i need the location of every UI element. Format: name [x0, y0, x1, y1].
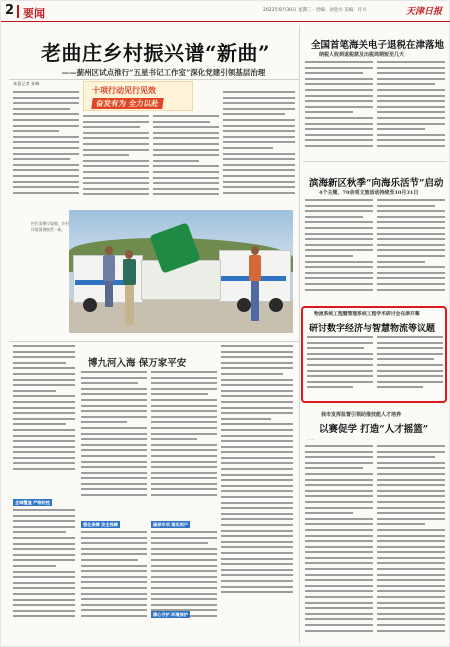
page-header — [1, 1, 450, 21]
photo-caption: 村民清理垃圾桶，乡村环境面貌焕然一新。 — [31, 221, 69, 232]
story4-kicker: 我市发挥监督引领助推技能人才培养 — [321, 412, 402, 418]
mid-text-col2 — [151, 371, 217, 519]
highlight-text-col2 — [377, 336, 443, 398]
lead-text-col3 — [153, 115, 219, 203]
photo-ground — [69, 300, 293, 333]
banner-line2: 奋发有为 全力以赴 — [91, 98, 163, 109]
lead-subhead: ——蓟州区试点推行“五星书记工作室”深化党建引领基层治理 — [61, 68, 266, 77]
truck-wheel — [269, 298, 283, 312]
page-meta: 2023年8月30日 星期三 · 责编：刘金川 美编：许方 — [263, 8, 367, 13]
story4-text-col1 — [305, 445, 373, 639]
left-text-col1 — [13, 345, 75, 495]
lower-rule — [9, 341, 299, 342]
lead-text-col2 — [83, 115, 149, 203]
column-divider — [299, 25, 300, 643]
highlight-kicker: 物流系统工程暨管理系统工程学术研讨会在津开幕 — [314, 311, 420, 317]
lead-rule — [9, 79, 299, 80]
highlight-text-col1 — [307, 336, 373, 398]
header-rule — [1, 21, 450, 22]
story2-subtitle: 4个主题、70余项文旅活动持续至10月31日 — [319, 190, 419, 196]
mid-text-col3 — [221, 345, 293, 607]
lead-headline[interactable]: 老曲庄乡村振兴谱“新曲” — [40, 41, 270, 65]
mid-text-col1 — [81, 371, 147, 519]
banner-line1: 十项行动见行见效 — [92, 85, 156, 95]
story1-text-col1 — [305, 61, 373, 159]
left-text-col1b — [13, 509, 75, 639]
truck-wheel — [237, 298, 251, 312]
lead-byline: 本报记者 孙峰 — [13, 81, 40, 86]
story2-text-col1 — [305, 199, 373, 301]
section-label: 要闻 — [23, 7, 45, 20]
mid-story-title[interactable]: 博九河入海 保万家平安 — [88, 358, 187, 369]
mid-text-col2b — [151, 531, 217, 637]
highlight-title[interactable]: 研讨数字经济与智慧物流等议题 — [309, 324, 436, 334]
page-number: 2 — [5, 3, 15, 18]
story2-title[interactable]: 滨海新区秋季“向海乐活节”启动 — [309, 178, 444, 189]
subsection-label-4: 精心守护 环境保护 — [153, 612, 188, 617]
paper-name: 天津日报 — [406, 7, 443, 17]
campaign-banner — [83, 81, 193, 111]
story4-text-col2 — [377, 445, 445, 639]
story4-byline: · · · — [307, 437, 314, 442]
mid-text-col1b — [81, 531, 147, 637]
lead-text-col4 — [223, 91, 295, 203]
lead-photo — [69, 210, 293, 333]
story1-subtitle: 纳税人收到退税款及出税周期短至几天 — [319, 52, 405, 58]
subsection-label-3: 确保专项 落实到户 — [153, 522, 188, 527]
subsection-label-2: 强化保障 安全保障 — [83, 522, 118, 527]
lead-text-col1 — [13, 91, 79, 203]
story1-text-col2 — [377, 61, 445, 159]
story4-title[interactable]: 以赛促学 打造“人才摇篮” — [319, 424, 429, 435]
subsection-label-1: 全域覆盖 严格防控 — [15, 500, 50, 505]
story2-text-col2 — [377, 199, 445, 301]
truck-wheel — [83, 298, 97, 312]
right-rule-1 — [303, 161, 447, 162]
story1-title[interactable]: 全国首笔海关电子退税在津落地 — [311, 40, 445, 51]
section-divider — [17, 5, 19, 18]
